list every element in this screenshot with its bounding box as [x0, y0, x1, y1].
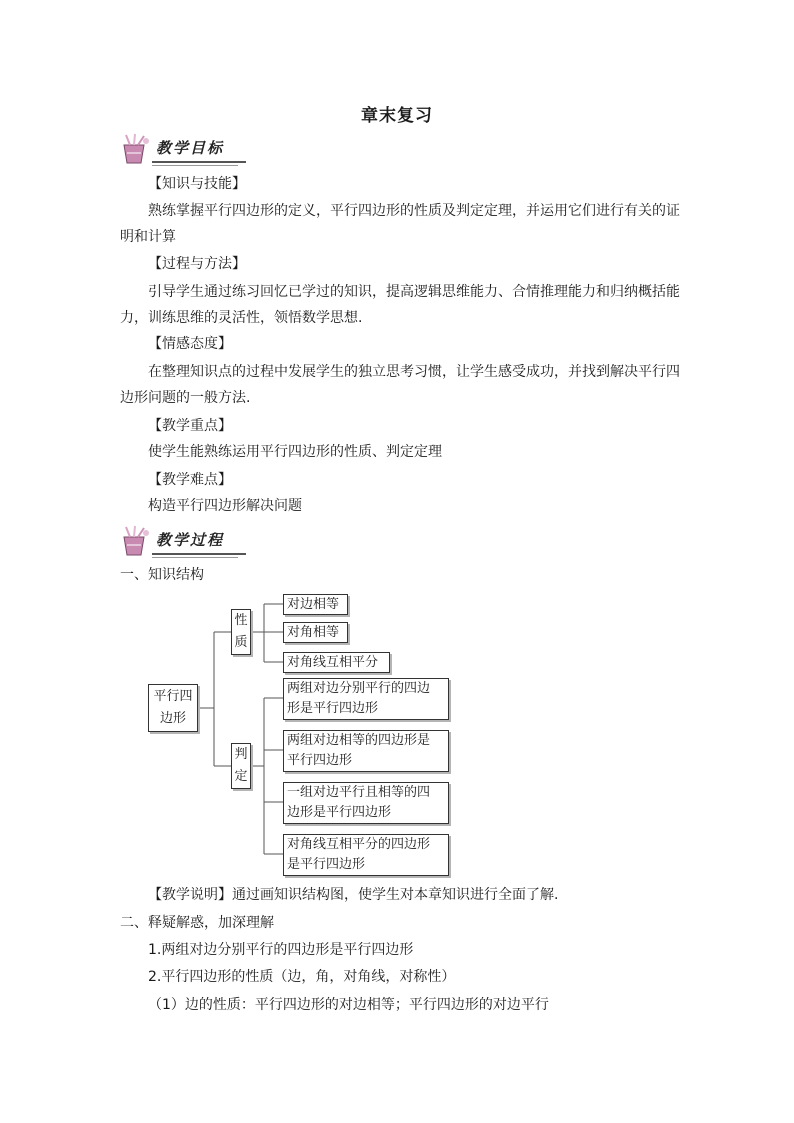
criterion-node-1 — [283, 678, 449, 720]
key-text: 使学生能熟练运用平行四边形的性质、判定定理 — [148, 444, 442, 460]
criterion-4-line2: 是平行四边形 — [287, 857, 366, 872]
badge-underline-thin — [152, 557, 238, 558]
property-node-3: 对角线互相平分 — [283, 652, 390, 673]
badge-underline — [152, 161, 246, 163]
criterion-4-line1: 对角线互相平分的四边形 — [287, 837, 431, 852]
section-badge-goals — [118, 132, 248, 166]
properties-label-line2: 质 — [234, 635, 248, 650]
properties-label-line1: 性 — [234, 613, 248, 628]
diagram-root-node — [148, 684, 198, 732]
process-heading: 【过程与方法】 — [148, 256, 246, 272]
section-badge-process — [118, 524, 248, 558]
knowledge-text-2: 明和计算 — [120, 229, 176, 245]
badge-underline — [152, 553, 246, 555]
property-node-1: 对边相等 — [283, 594, 348, 615]
criterion-1-line1: 两组对边分别平行的四边 — [287, 681, 431, 696]
badge-process-label: 教学过程 — [156, 531, 225, 549]
emotion-heading: 【情感态度】 — [148, 336, 232, 352]
property-node-2: 对角相等 — [283, 622, 348, 643]
difficulty-heading: 【教学难点】 — [148, 472, 232, 488]
diagram-criteria-node — [231, 743, 251, 789]
badge-goals-label: 教学目标 — [156, 139, 225, 157]
criterion-2-line2: 平行四边形 — [287, 753, 353, 768]
criterion-node-4 — [283, 834, 449, 876]
criterion-node-2 — [283, 730, 449, 772]
process-text-2: 力，训练思维的灵活性，领悟数学思想. — [120, 310, 363, 326]
section2-title: 二、释疑解惑，加深理解 — [120, 915, 274, 931]
badge-underline-thin — [152, 165, 238, 166]
emotion-text-2: 边形问题的一般方法. — [120, 390, 251, 406]
knowledge-heading: 【知识与技能】 — [148, 176, 246, 192]
criterion-3-line1: 一组对边平行且相等的四 — [287, 785, 431, 800]
pencil-cup-icon — [118, 525, 154, 557]
criterion-1-line2: 形是平行四边形 — [287, 701, 379, 716]
criterion-3-line2: 边形是平行四边形 — [287, 805, 392, 820]
criteria-label-line2: 定 — [234, 769, 248, 784]
pencil-cup-icon — [118, 133, 154, 165]
emotion-text-1: 在整理知识点的过程中发展学生的独立思考习惯，让学生感受成功，并找到解决平行四 — [148, 364, 680, 380]
root-label-line2: 边形 — [159, 711, 186, 726]
page-title: 章末复习 — [361, 106, 433, 126]
list-item-1: 1.两组对边分别平行的四边形是平行四边形 — [148, 942, 414, 958]
list-item-2: 2.平行四边形的性质（边，角，对角线，对称性） — [148, 969, 456, 985]
knowledge-text-1: 熟练掌握平行四边形的定义，平行四边形的性质及判定定理，并运用它们进行有关的证 — [148, 203, 680, 219]
teaching-note: 【教学说明】通过画知识结构图，使学生对本章知识进行全面了解. — [148, 887, 559, 903]
difficulty-text: 构造平行四边形解决问题 — [148, 498, 302, 514]
key-heading: 【教学重点】 — [148, 418, 232, 434]
list-item-2-sub-1: （1）边的性质：平行四边形的对边相等；平行四边形的对边平行 — [148, 997, 549, 1013]
criterion-node-3 — [283, 782, 449, 824]
process-text-1: 引导学生通过练习回忆已学过的知识，提高逻辑思维能力、合情推理能力和归纳概括能 — [148, 284, 680, 300]
criteria-label-line1: 判 — [234, 747, 248, 762]
diagram-properties-node — [231, 609, 251, 655]
root-label-line1: 平行四 — [153, 689, 193, 704]
section1-title: 一、知识结构 — [120, 567, 204, 583]
criterion-2-line1: 两组对边相等的四边形是 — [287, 733, 431, 748]
